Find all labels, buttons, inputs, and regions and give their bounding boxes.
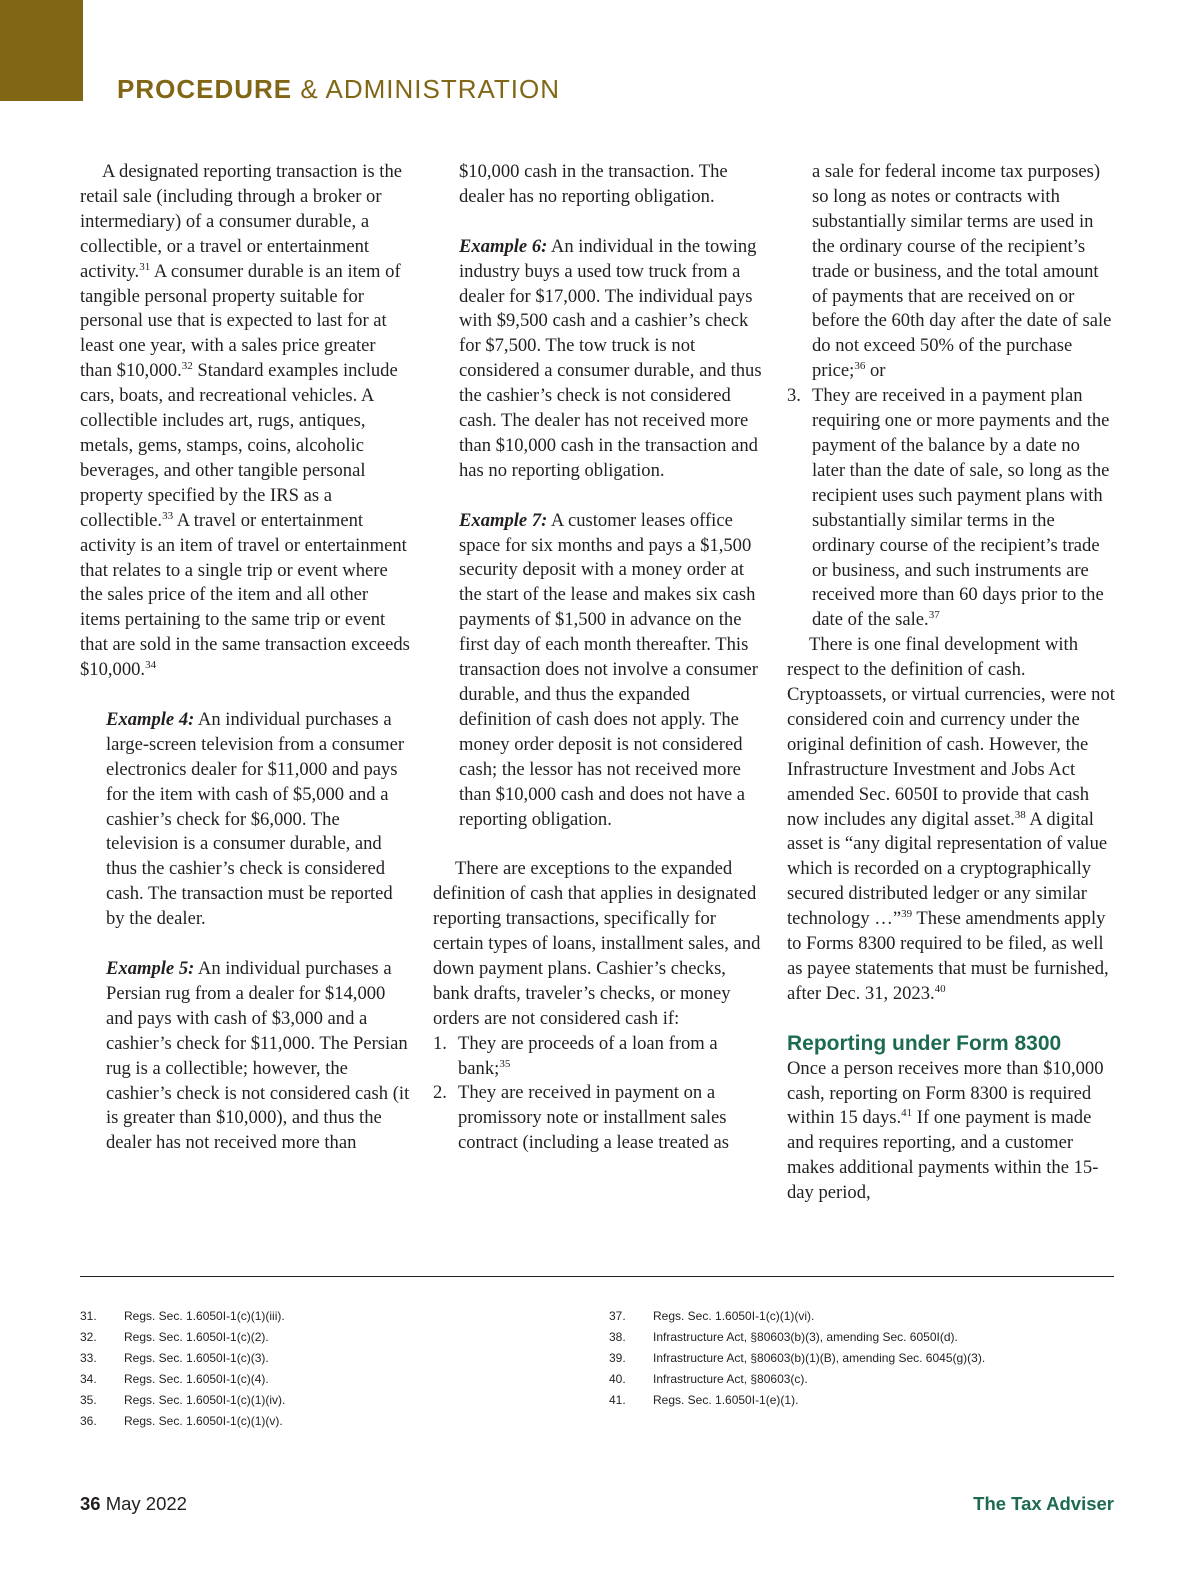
footnote-ref-33: 33 <box>162 509 174 522</box>
section-color-tab <box>0 0 83 101</box>
footnote-ref-32: 32 <box>181 360 193 373</box>
footnote: 33. Regs. Sec. 1.6050I-1(c)(3). <box>80 1351 269 1365</box>
publication-name: The Tax Adviser <box>973 1493 1114 1514</box>
footnote: 41. Regs. Sec. 1.6050I-1(e)(1). <box>609 1393 799 1407</box>
footnote: 38. Infrastructure Act, §80603(b)(3), amending Sec. 6050I(d). <box>609 1330 958 1344</box>
list-item-1: 1. They are proceeds of a loan from a bank;$^{35}$ <box>433 1032 718 1079</box>
footnote-ref-37: 37 <box>928 609 940 622</box>
footnote-ref-41: 41 <box>901 1107 913 1120</box>
footnotes-right <box>609 1306 1114 1411</box>
example-7-label: Example 7: <box>459 509 548 531</box>
paragraph-digital-assets: There is one final development with respect to the definition of cash. Cryptoassets, or virtual currencies, were not considered coin and currency under the original definition of cash. However, the Infrastructure Investment and Jobs Act amended Sec. 6050I to provide that cash now includes any digital asset.$^{38}$ A digital asset is “any digital representation of value which is recorded on a cryptographically secured distributed ledger or any similar technology …”$^{39}$ These amendments apply to Forms 8300 required to be filed, as well as payee statements that must be furnished, after Dec. 31, 2023.40 <box>787 634 1115 1004</box>
list-item-3: 3. They are received in a payment plan requiring one or more payments and the payment of the balance by a date no later than the date of sale, so long as the recipient uses such payment plans with substantially similar terms in the ordinary course of the recipient’s trade or business, and such instruments are received more than 60 days prior to the date of the sale.$^{37}$ <box>787 385 1110 631</box>
page-number: 36 <box>80 1493 101 1514</box>
footnote: 34. Regs. Sec. 1.6050I-1(c)(4). <box>80 1372 269 1386</box>
footnote-ref-34: 34 <box>145 659 157 672</box>
footnotes-left <box>80 1306 550 1432</box>
footnote: 39. Infrastructure Act, §80603(b)(1)(B), amending Sec. 6045(g)(3). <box>609 1351 986 1365</box>
example-5-label: Example 5: <box>106 957 195 979</box>
footnote-ref-35: 35 <box>499 1057 511 1070</box>
section-title-bold: PROCEDURE <box>117 74 293 104</box>
footnote: 35. Regs. Sec. 1.6050I-1(c)(1)(iv). <box>80 1393 286 1407</box>
example-5-continued: $10,000 cash in the transaction. The dealer has no reporting obligation. <box>459 161 728 207</box>
example-7: Example 7: A customer leases office space for six months and pays a $1,500 security deposit with a money order at the start of the lease and makes six cash payments of $1,500 in advance on the first day of each month thereafter. This transaction does not involve a consumer durable, and thus the expanded definition of cash does not apply. The money order deposit is not considered cash; the lessor has not received more than $10,000 cash and does not have a reporting obligation. <box>459 509 758 830</box>
example-5: Example 5: An individual purchases a Persian rug from a dealer for $14,000 and pays with cash of $3,000 and a cashier’s check for $11,000. The Persian rug is a collectible; however, the cashier’s check is not considered cash (it is greater than $10,000), and thus the dealer has not received more than <box>106 957 410 1154</box>
footnote: 37. Regs. Sec. 1.6050I-1(c)(1)(vi). <box>609 1309 815 1323</box>
footnote: 36. Regs. Sec. 1.6050I-1(c)(1)(v). <box>80 1414 283 1428</box>
footnote-divider <box>80 1276 1114 1277</box>
column-2 <box>433 160 765 1156</box>
section-header <box>117 74 560 105</box>
footnote-ref-40: 40 <box>934 982 946 995</box>
paragraph-reporting: Once a person receives more than $10,000 cash, reporting on Form 8300 is required within 15 days.$^{41}$ If one payment is made and requires reporting, and a customer makes additional payments within the 15-day period, <box>787 1057 1104 1204</box>
footnote: 32. Regs. Sec. 1.6050I-1(c)(2). <box>80 1330 269 1344</box>
footnote: 31. Regs. Sec. 1.6050I-1(c)(1)(iii). <box>80 1309 285 1323</box>
column-1 <box>80 160 410 1156</box>
footnote-ref-36: 36 <box>854 360 866 373</box>
subheading-reporting-form-8300: Reporting under Form 8300 <box>787 1031 1062 1055</box>
example-6: Example 6: An individual in the towing industry buys a used tow truck from a dealer for $17,000. The individual pays with $9,500 cash and a cashier’s check for $7,500. The tow truck is not considered a consumer durable, and thus the cashier’s check is not considered cash. The dealer has not received more than $10,000 cash in the transaction and has no reporting obligation. <box>459 235 762 481</box>
column-3 <box>787 160 1117 1206</box>
section-title-rest: & ADMINISTRATION <box>300 74 561 104</box>
example-4: Example 4: An individual purchases a large-screen television from a consumer electronics dealer for $11,000 and pays for the item with cash of $5,000 and a cashier’s check for $6,000. The television is a consumer durable, and thus the cashier’s check is considered cash. The transaction must be reported by the dealer. <box>106 708 405 930</box>
footnote-ref-31: 31 <box>139 260 151 273</box>
footnote-ref-39: 39 <box>901 908 913 921</box>
issue-date: May 2022 <box>105 1493 187 1514</box>
list-item-2: 2. They are received in payment on a promissory note or installment sales contract (including a lease treated as <box>433 1082 730 1154</box>
footnote: 40. Infrastructure Act, §80603(c). <box>609 1372 808 1386</box>
example-6-label: Example 6: <box>459 235 548 257</box>
footnote-ref-38: 38 <box>1014 808 1026 821</box>
paragraph-designated-reporting: A designated reporting transaction is the retail sale (including through a broker or intermediary) of a consumer durable, a collectible, or a travel or entertainment activity.$^{31}$ A consumer durable is an item of tangible personal property suitable for personal use that is expected to last for at least one year, with a sales price greater than $10,000.32 Standard examples include cars, boats, and recreational vehicles. A collectible includes art, rugs, antiques, metals, gems, stamps, coins, alcoholic beverages, and other tangible personal property specified by the IRS as a collectible.$^{33}$ A travel or entertainment activity is an item of travel or entertainment that relates to a single trip or event where the sales price of the item and all other items pertaining to the same trip or event that are sold in the same transaction exceeds $10,000.34 <box>80 161 410 681</box>
example-4-label: Example 4: <box>106 708 195 730</box>
paragraph-exceptions: There are exceptions to the expanded definition of cash that applies in designated reporting transactions, specifically for certain types of loans, installment sales, and down payment plans. Cashier’s checks, bank drafts, traveler’s checks, or money orders are not considered cash if: <box>433 858 761 1029</box>
page-footer-left <box>80 1493 187 1515</box>
list-item-2-continued: a sale for federal income tax purposes) so long as notes or contracts with substantially similar terms are used in the ordinary course of the recipient’s trade or business, and the total amount of payments that are received on or before the 60th day after the date of sale do not exceed 50% of the purchase price;$^{36}$ or <box>812 161 1112 382</box>
